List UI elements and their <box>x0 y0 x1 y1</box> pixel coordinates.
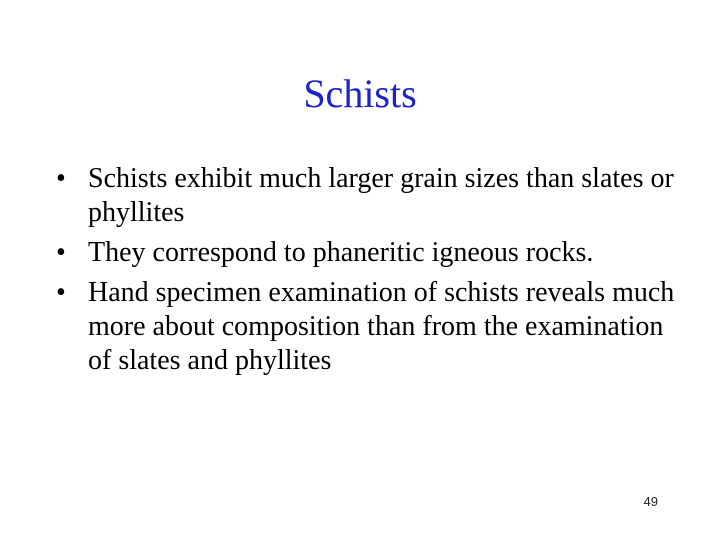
bullet-item <box>56 162 676 230</box>
bullet-text: Schists exhibit much larger grain sizes than slates or phyllites <box>88 163 674 228</box>
slide-title: Schists <box>303 71 417 116</box>
bullet-dot-icon: • <box>56 277 66 308</box>
page-number: 49 <box>643 494 658 509</box>
bullet-text: Hand specimen examination of schists reveals much more about composition than from the examination of slates and phyllites <box>88 277 675 376</box>
bullet-item <box>56 276 676 378</box>
bullet-text: They correspond to phaneritic igneous rocks. <box>88 237 594 268</box>
bullet-item <box>56 236 676 270</box>
bullet-list <box>56 162 676 384</box>
bullet-dot-icon: • <box>56 163 66 194</box>
bullet-dot-icon: • <box>56 237 66 268</box>
